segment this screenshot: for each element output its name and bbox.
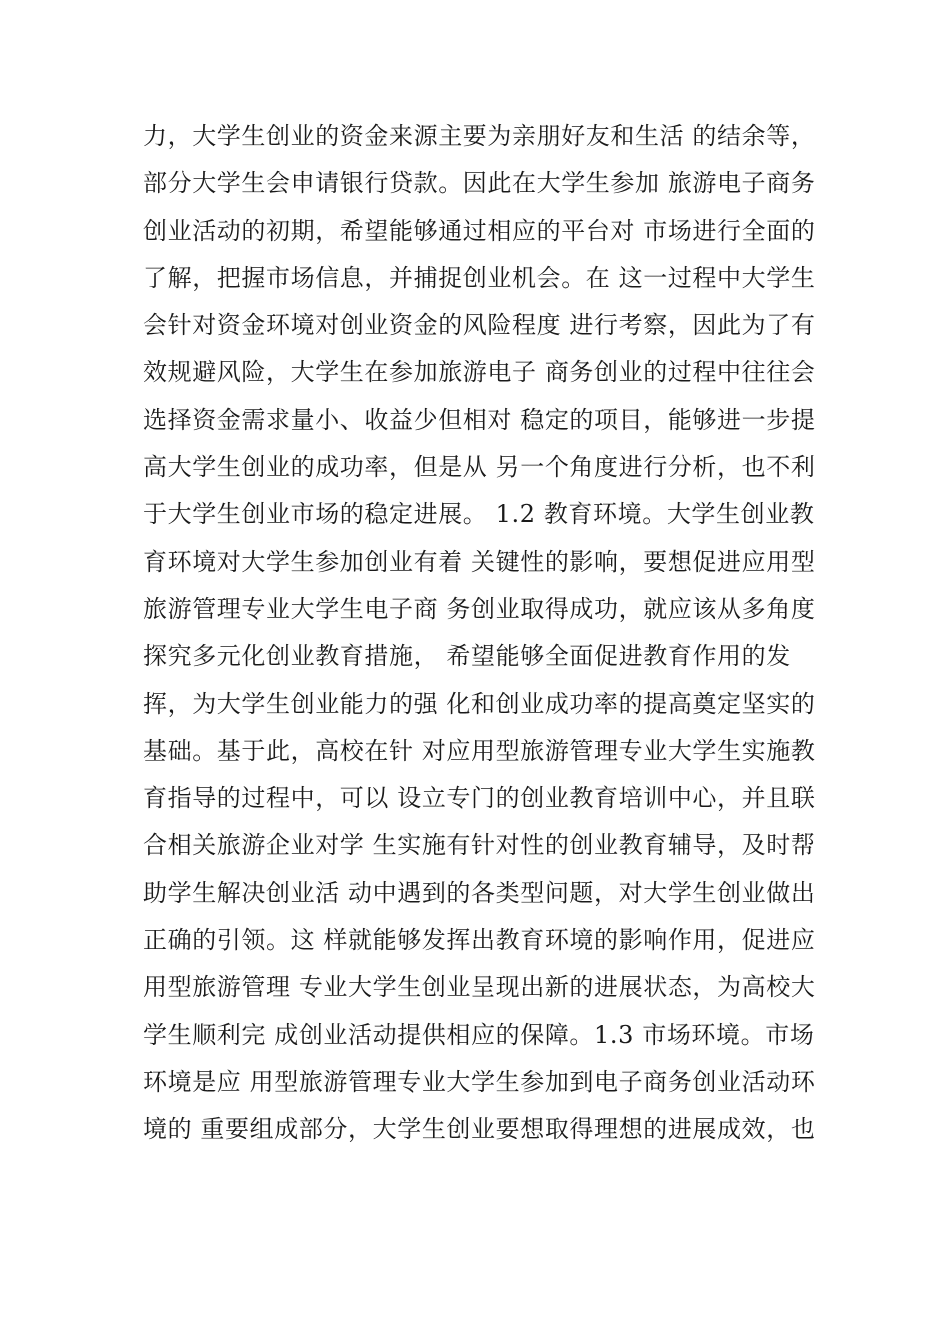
text-line: 正确的引领。这 样就能够发挥出教育环境的影响作用，促进应 xyxy=(143,926,816,955)
text-line: 高大学生创业的成功率，但是从 另一个角度进行分析，也不利 xyxy=(143,453,816,482)
text-line: 育指导的过程中，可以 设立专门的创业教育培训中心，并且联 xyxy=(143,784,816,813)
text-line: 境的 重要组成部分，大学生创业要想取得理想的进展成效，也 xyxy=(143,1115,816,1144)
text-line: 创业活动的初期，希望能够通过相应的平台对 市场进行全面的 xyxy=(143,216,816,245)
text-line: 探究多元化创业教育措施， 希望能够全面促进教育作用的发 xyxy=(143,642,791,671)
text-line: 挥，为大学生创业能力的强 化和创业成功率的提高奠定坚实的 xyxy=(143,689,816,718)
text-line: 于大学生创业市场的稳定进展。 1.2 教育环境。大学生创业教 xyxy=(143,500,815,529)
text-line: 基础。基于此，高校在针 对应用型旅游管理专业大学生实施教 xyxy=(143,736,816,765)
text-line: 部分大学生会申请银行贷款。因此在大学生参加 旅游电子商务 xyxy=(143,169,816,198)
text-line: 学生顺利完 成创业活动提供相应的保障。1.3 市场环境。市场 xyxy=(143,1020,815,1049)
text-line: 育环境对大学生参加创业有着 关键性的影响，要想促进应用型 xyxy=(143,547,816,576)
text-line: 合相关旅游企业对学 生实施有针对性的创业教育辅导，及时帮 xyxy=(143,831,816,860)
text-line: 了解，把握市场信息，并捕捉创业机会。在 这一过程中大学生 xyxy=(143,263,816,292)
body-text xyxy=(143,113,843,1154)
text-line: 环境是应 用型旅游管理专业大学生参加到电子商务创业活动环 xyxy=(143,1067,816,1096)
text-line: 力，大学生创业的资金来源主要为亲朋好友和生活 的结余等， xyxy=(143,122,816,150)
text-line: 选择资金需求量小、收益少但相对 稳定的项目，能够进一步提 xyxy=(143,405,816,434)
text-line: 用型旅游管理 专业大学生创业呈现出新的进展状态，为高校大 xyxy=(143,973,816,1002)
text-line: 效规避风险，大学生在参加旅游电子 商务创业的过程中往往会 xyxy=(143,358,816,387)
text-line: 会针对资金环境对创业资金的风险程度 进行考察，因此为了有 xyxy=(143,311,816,340)
text-line: 旅游管理专业大学生电子商 务创业取得成功，就应该从多角度 xyxy=(143,594,816,623)
text-line: 助学生解决创业活 动中遇到的各类型问题，对大学生创业做出 xyxy=(143,878,816,907)
